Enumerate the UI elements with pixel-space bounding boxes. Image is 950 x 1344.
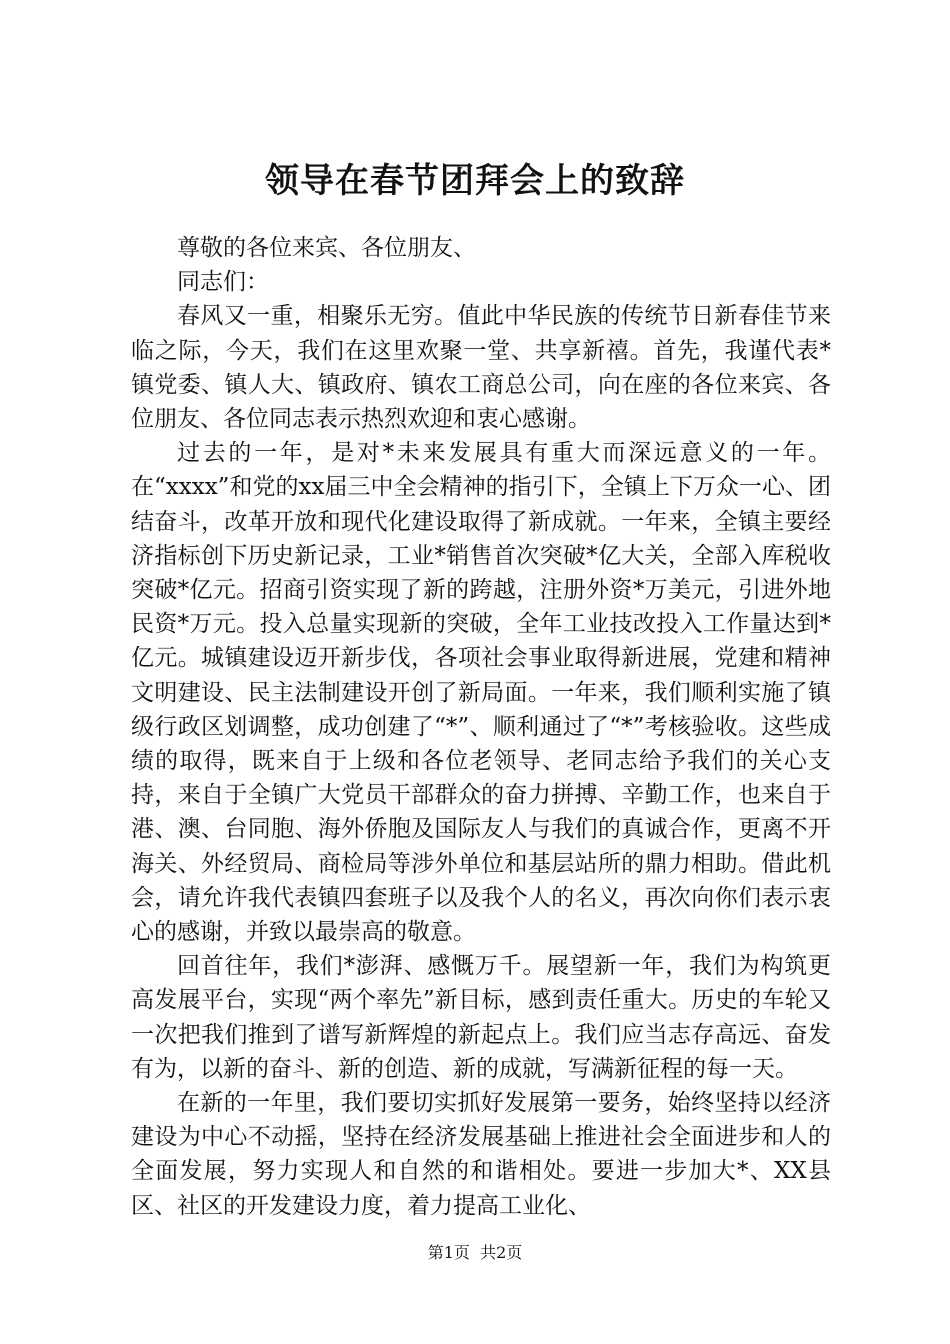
paragraph-opening: 春风又一重，相聚乐无穷。值此中华民族的传统节日新春佳节来临之际，今天，我们在这里欢聚一堂、共享新禧。首先，我谨代表*镇党委、镇人大、镇政府、镇农工商总公司，向在座的各位来宾、各位朋友、各位同志表示热烈欢迎和衷心感谢。 xyxy=(131,303,831,433)
page-total: 共2页 xyxy=(480,1243,523,1262)
document-title: 领导在春节团拜会上的致辞 xyxy=(265,161,685,201)
page-footer xyxy=(0,1242,950,1264)
page-number: 第1页 xyxy=(427,1243,470,1262)
salutation-line-2: 同志们： xyxy=(177,269,269,296)
paragraph-looking-back: 回首往年，我们*澎湃、感慨万千。展望新一年，我们为构筑更高发展平台，实现“两个率先”新目标，感到责任重大。历史的车轮又一次把我们推到了谱写新辉煌的新起点上。我们应当志存高远、奋发有为，以新的奋斗、新的创造、新的成就，写满新征程的每一天。 xyxy=(131,953,831,1082)
paragraph-new-year: 在新的一年里，我们要切实抓好发展第一要务，始终坚持以经济建设为中心不动摇，坚持在经济发展基础上推进社会全面进步和人的全面发展，努力实现人和自然的和谐相处。要进一步加大*、XX县区、社区的开发建设力度，着力提高工业化、 xyxy=(131,1090,831,1219)
document-body xyxy=(131,231,831,1223)
salutation-line-1: 尊敬的各位来宾、各位朋友、 xyxy=(177,235,476,261)
paragraph-past-year: 过去的一年，是对*未来发展具有重大而深远意义的一年。在“xxxx”和党的xx届三中全会精神的指引下，全镇上下万众一心、团结奋斗，改革开放和现代化建设取得了新成就。一年来，全镇主要经济指标创下历史新记录，工业*销售首次突破*亿大关，全部入库税收突破*亿元。招商引资实现了新的跨越，注册外资*万美元，引进外地民资*万元。投入总量实现新的突破，全年工业技改投入工作量达到*亿元。城镇建设迈开新步伐，各项社会事业取得新进展，党建和精神文明建设、民主法制建设开创了新局面。一年来，我们顺利实施了镇级行政区划调整，成功创建了“*”、顺利通过了“*”考核验收。这些成绩的取得，既来自于上级和各位老领导、老同志给予我们的关心支持，来自于全镇广大党员干部群众的奋力拼搏、辛勤工作，也来自于港、澳、台同胞、海外侨胞及国际友人与我们的真诚合作，更离不开海关、外经贸局、商检局等涉外单位和基层站所的鼎力相助。借此机会，请允许我代表镇四套班子以及我个人的名义，再次向你们表示衷心的感谢，并致以最崇高的敬意。 xyxy=(131,440,831,946)
